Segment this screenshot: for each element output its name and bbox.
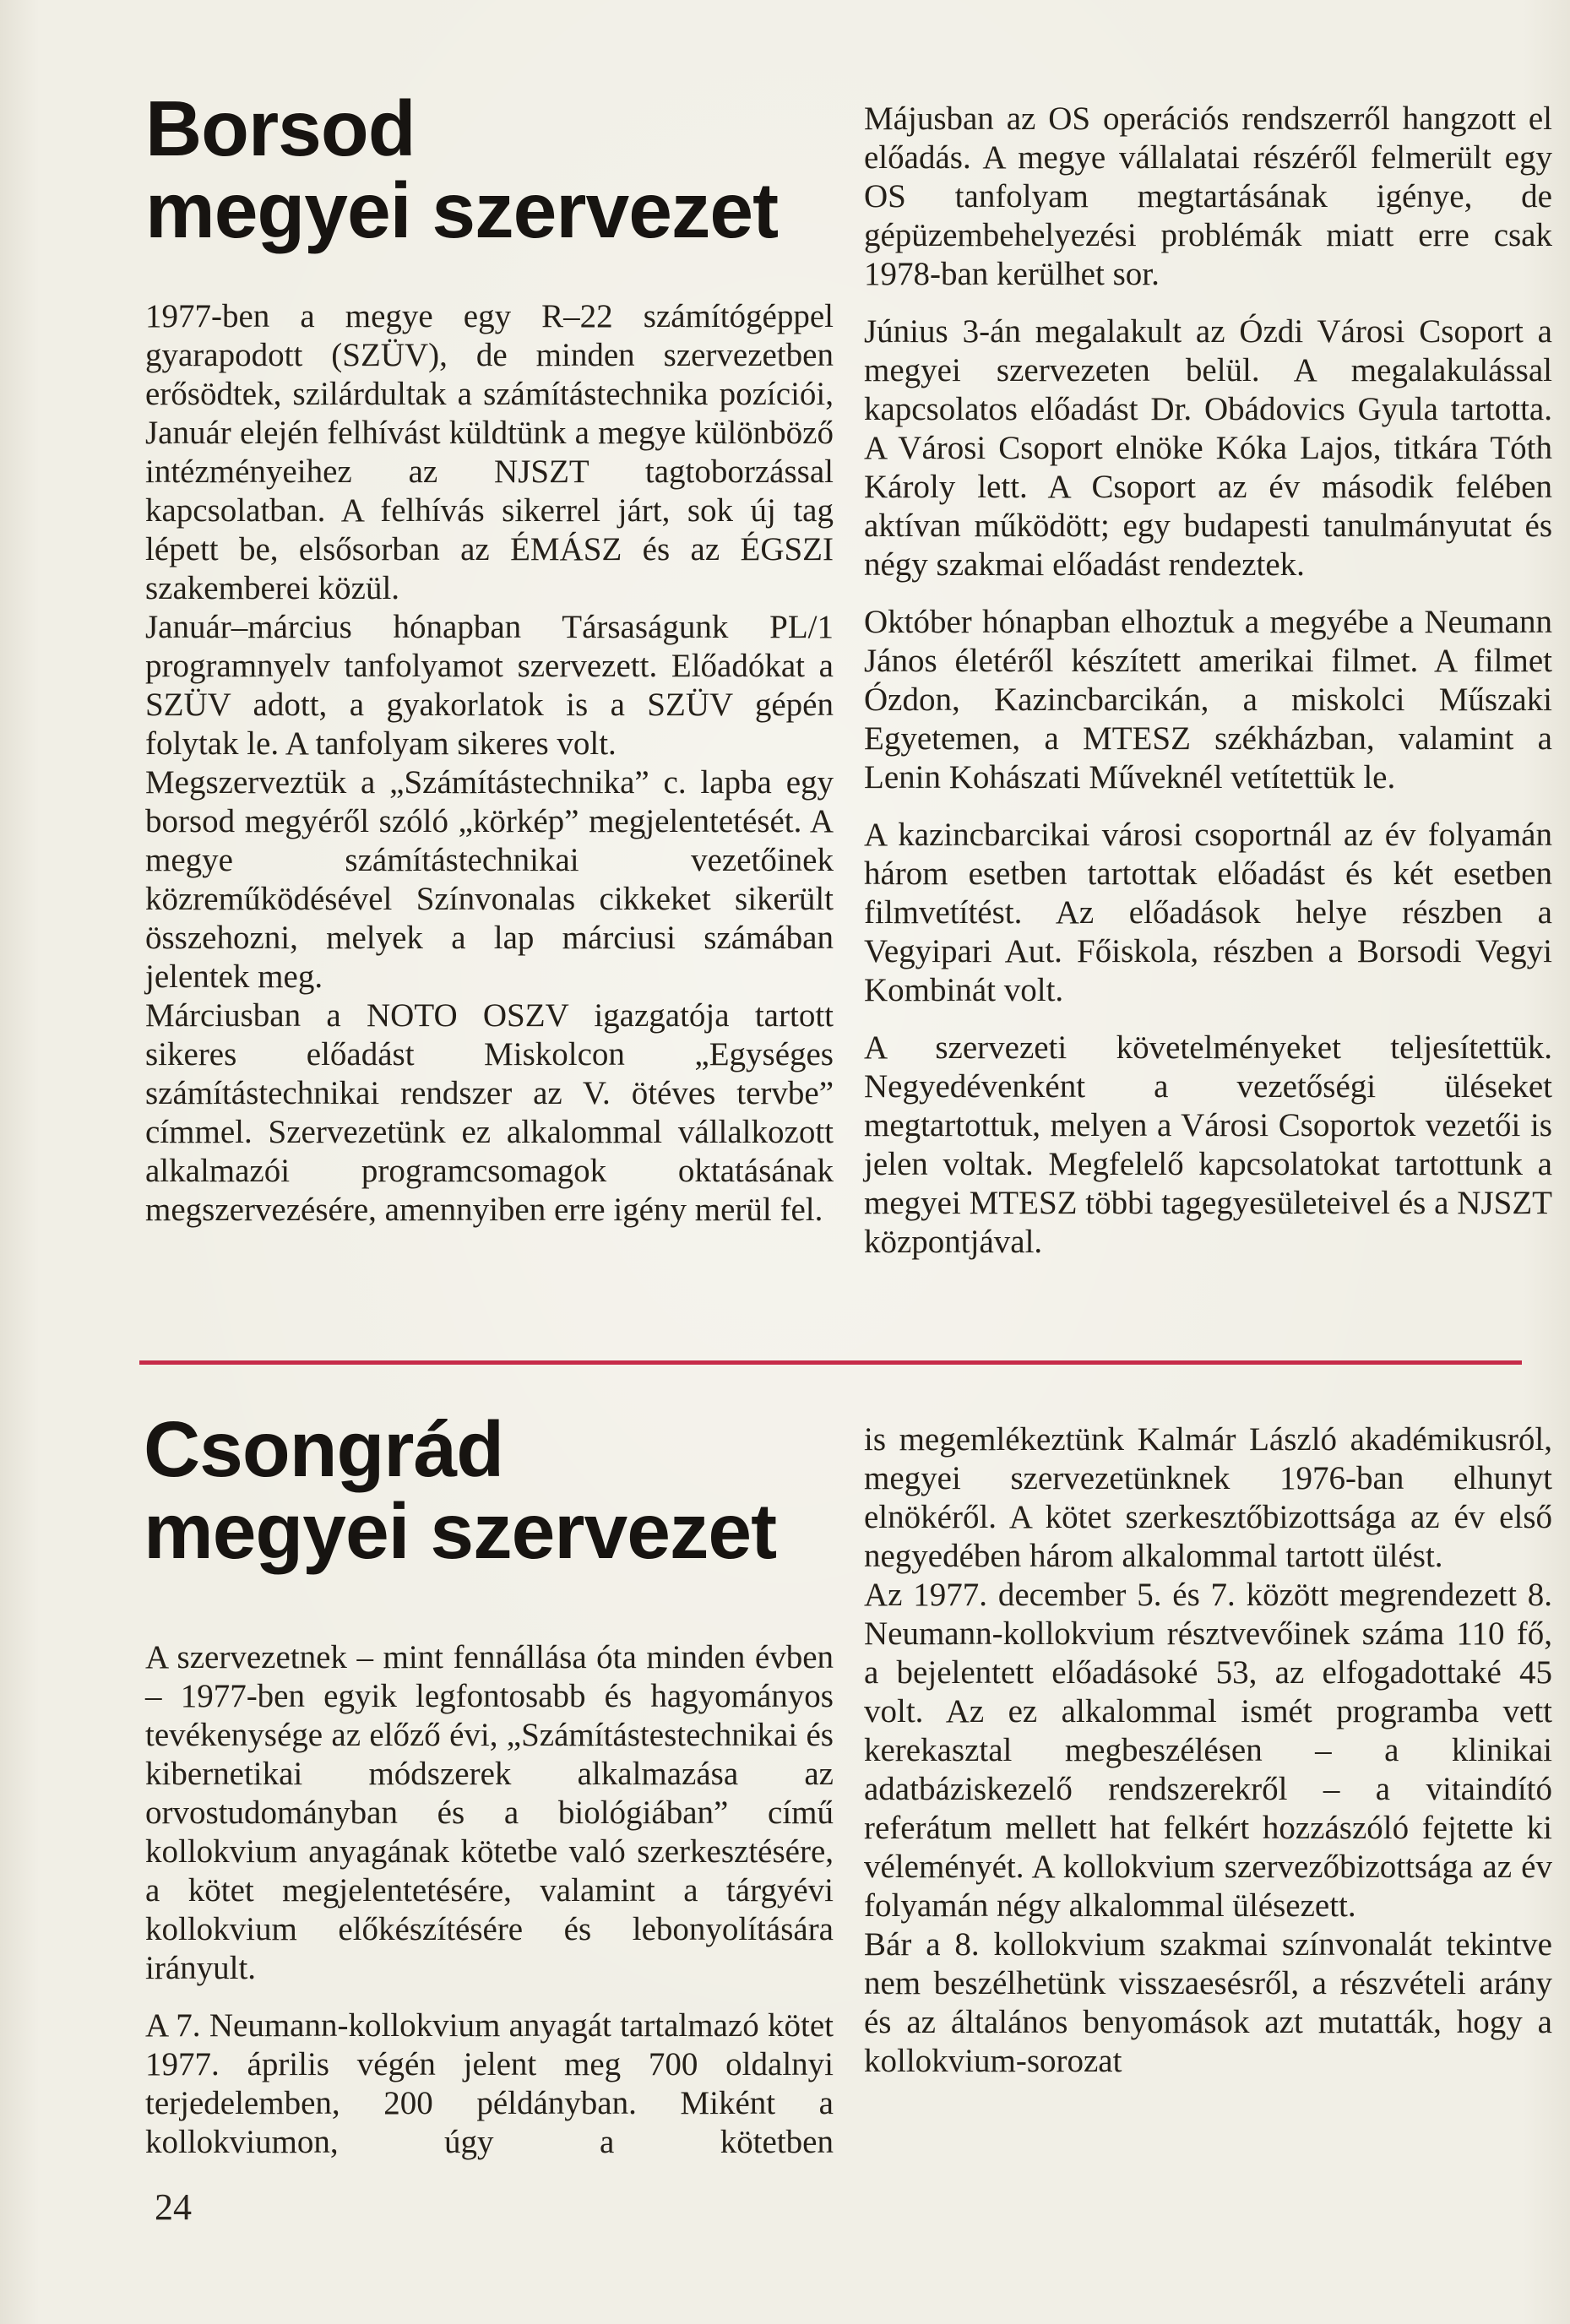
paragraph: A 7. Neumann-kollokvium anyagát tartalmazó kötet 1977. április végén jelent meg 700 oldalnyi terjedelemben, 200 példányban. Miként a kollokviumon, úgy a kötetben: [145, 2007, 834, 2160]
borsod-right-column: [864, 100, 1552, 1262]
paragraph: is megemlékeztünk Kalmár László akadémikusról, megyei szervezetünknek 1976-ban elhunyt elnökéről. A kötet szerkesztőbizottsága az év első negyedében három alkalommal tartott ülést.: [864, 1421, 1552, 1574]
section-divider-rule: [139, 1360, 1522, 1365]
paragraph: Megszerveztük a „Számítástechnika” c. lapba egy borsod megyéről szóló „körkép” megjelentetését. A megye számítástechnikai vezetőinek közreműködésével Színvonalas cikkeket sikerült összehozni, melyek a lap márciusi számában jelentek meg.: [145, 764, 834, 995]
section-title-borsod: [145, 84, 779, 254]
paragraph: A kazincbarcikai városi csoportnál az év folyamán három esetben tartottak előadást és két esetben filmvetítést. Az előadások helye részben a Vegyipari Aut. Főiskola, részben a Borsodi Vegyi Kombinát volt.: [864, 817, 1552, 1008]
paragraph: Bár a 8. kollokvium szakmai színvonalát tekintve nem beszélhetünk visszaesésről, a részvételi arány és az általános benyomások azt mutatták, hogy a kollokvium-sorozat: [864, 1926, 1552, 2079]
section-title-line2: megyei szervezet: [145, 166, 779, 254]
paragraph: A szervezetnek – mint fennállása óta minden évben – 1977-ben egyik legfontosabb és hagyományos tevékenysége az előző évi, „Számítástestechnikai és kibernetikai módszerek alkalmazása az orvostudományban és a biológiában” című kollokvium anyagának kötetbe való szerkesztésére, a kötet megjelentetésére, valamint a tárgyévi kollokvium előkészítésére és lebonyolítására irányult.: [145, 1639, 834, 1986]
csongrad-left-column: [145, 1638, 834, 2162]
paragraph: Márciusban a NOTO OSZV igazgatója tartott sikeres előadást Miskolcon „Egységes számítástechnikai rendszer az V. ötéves tervbe” címmel. Szervezetünk ez alkalommal vállalkozott alkalmazói programcsomagok oktatásának megszervezésére, amennyiben erre igény merül fel.: [145, 997, 834, 1228]
paragraph: Január–március hónapban Társaságunk PL/1 programnyelv tanfolyamot szervezett. Előadókat a SZÜV adott, a gyakorlatok is a SZÜV gépén folytak le. A tanfolyam sikeres volt.: [145, 609, 834, 762]
paragraph: 1977-ben a megye egy R–22 számítógéppel gyarapodott (SZÜV), de minden szervezetben erősödtek, szilárdultak a számítástechnika pozíciói, Január elején felhívást küldtünk a megye különböző intézményeihez az NJSZT tagtoborzással kapcsolatban. A felhívás sikerrel járt, sok új tag lépett be, elsősorban az ÉMÁSZ és az ÉGSZI szakemberei közül.: [145, 298, 834, 606]
paragraph: A szervezeti követelményeket teljesítettük. Negyedévenként a vezetőségi üléseket megtartottuk, melyen a Városi Csoportok vezetői is jelen voltak. Megfelelő kapcsolatokat tartottunk a megyei MTESZ többi tagegyesületeivel és a NJSZT központjával.: [864, 1029, 1552, 1260]
csongrad-right-column: [864, 1420, 1552, 2081]
section-title-line1: Csongrád: [144, 1405, 504, 1493]
section-title-line1: Borsod: [145, 84, 416, 172]
page-number: 24: [155, 2186, 192, 2228]
paragraph: Június 3-án megalakult az Ózdi Városi Csoport a megyei szervezeten belül. A megalakulással kapcsolatos előadást Dr. Obádovics Gyula tartotta. A Városi Csoport elnöke Kóka Lajos, titkára Tóth Károly lett. A Csoport az év második felében aktívan működött; egy budapesti tanulmányutat és négy szakmai előadást rendeztek.: [864, 313, 1552, 583]
borsod-left-column: [145, 297, 834, 1230]
section-title-line2: megyei szervezet: [144, 1487, 777, 1575]
section-title-csongrad: [144, 1405, 777, 1575]
paragraph: Október hónapban elhoztuk a megyébe a Neumann János életéről készített amerikai filmet. A filmet Ózdon, Kazincbarcikán, a miskolci Műszaki Egyetemen, a MTESZ székházban, valamint a Lenin Kohászati Műveknél vetítettük le.: [864, 604, 1552, 795]
paragraph: Májusban az OS operációs rendszerről hangzott el előadás. A megye vállalatai részéről felmerült egy OS tanfolyam megtartásának igénye, de gépüzembehelyezési problémák miatt erre csak 1978-ban kerülhet sor.: [864, 100, 1552, 292]
paragraph: Az 1977. december 5. és 7. között megrendezett 8. Neumann-kollokvium résztvevőinek száma 110 fő, a bejelentett előadásoké 53, az elfogadottaké 45 volt. Az ez alkalommal ismét programba vett kerekasztal megbeszélésen – a klinikai adatbáziskezelő rendszerekről – a vitaindító referátum mellett hat felkért hozzászóló fejtette ki véleményét. A kollokvium szervezőbizottsága az év folyamán négy alkalommal ülésezett.: [864, 1577, 1552, 1924]
